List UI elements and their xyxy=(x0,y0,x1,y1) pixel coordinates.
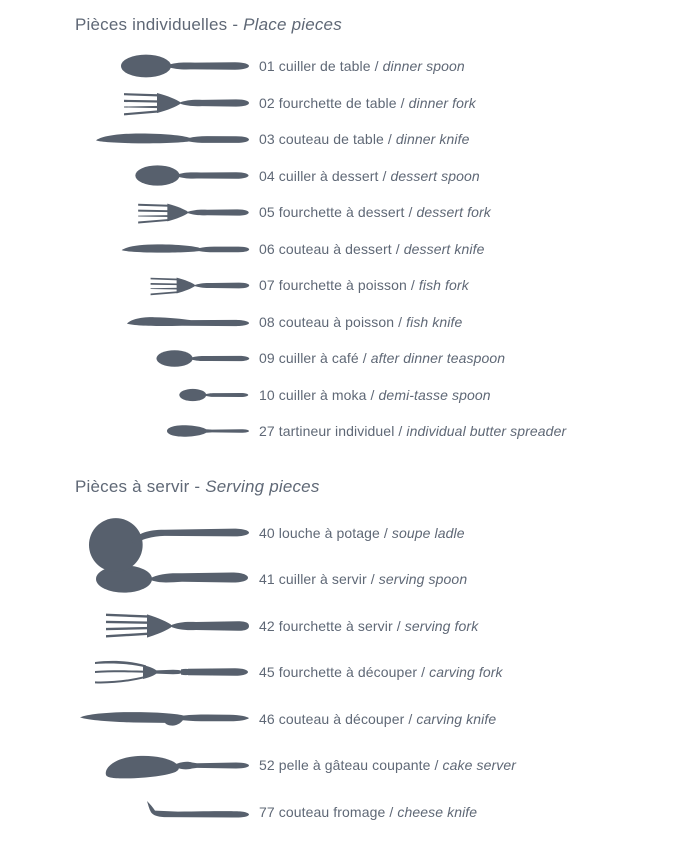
separator: / xyxy=(398,313,403,330)
item-name-fr: fourchette à servir xyxy=(278,617,393,634)
item-name-en: dessert spoon xyxy=(390,167,480,184)
item-name-en: soupe ladle xyxy=(391,524,465,541)
item-label xyxy=(259,168,480,184)
item-name-fr: fourchette à dessert xyxy=(278,204,405,221)
item-number: 08 xyxy=(259,313,275,330)
item-label xyxy=(259,423,566,439)
section-title-dash: - xyxy=(232,15,239,34)
silhouette-cell xyxy=(75,349,250,368)
section-title-en: Place pieces xyxy=(243,15,342,34)
item-label xyxy=(259,664,503,680)
separator: / xyxy=(408,204,413,221)
silhouette-cell xyxy=(75,801,250,823)
cheese-knife-icon xyxy=(144,799,250,821)
item-name-en: carving fork xyxy=(429,664,503,681)
after-dinner-teaspoon-icon xyxy=(155,349,250,368)
item-label xyxy=(259,350,505,366)
item-number: 77 xyxy=(259,803,275,820)
butter-spreader-icon xyxy=(165,423,250,439)
item-name-en: dessert fork xyxy=(416,204,491,221)
item-label xyxy=(259,95,476,111)
list-item xyxy=(75,649,674,696)
list-item xyxy=(75,510,674,557)
separator: / xyxy=(389,803,394,820)
item-name-en: individual butter spreader xyxy=(406,423,567,440)
dinner-knife-icon xyxy=(94,127,250,151)
list-item xyxy=(75,194,674,231)
list-item xyxy=(75,158,674,195)
list-item xyxy=(75,267,674,304)
item-label xyxy=(259,804,477,820)
separator: / xyxy=(382,167,387,184)
separator: / xyxy=(370,571,375,588)
item-number: 07 xyxy=(259,277,275,294)
item-name-en: fish knife xyxy=(406,313,463,330)
item-label xyxy=(259,525,465,541)
item-label xyxy=(259,241,484,257)
item-number: 42 xyxy=(259,617,275,634)
separator: / xyxy=(395,240,400,257)
item-label xyxy=(259,204,491,220)
item-name-fr: cuiller de table xyxy=(278,58,371,75)
item-name-fr: fourchette à poisson xyxy=(278,277,407,294)
list-item xyxy=(75,85,674,122)
dinner-fork-icon xyxy=(122,90,250,116)
dessert-spoon-icon xyxy=(133,164,250,187)
item-number: 41 xyxy=(259,571,275,588)
demi-tasse-spoon-icon xyxy=(177,388,250,402)
silhouette-cell xyxy=(75,201,250,224)
separator: / xyxy=(396,617,401,634)
separator: / xyxy=(398,423,403,440)
separator: / xyxy=(374,58,379,75)
silhouette-cell xyxy=(75,127,250,151)
item-label xyxy=(259,131,470,147)
separator: / xyxy=(370,386,375,403)
serving-pieces-section xyxy=(75,476,674,836)
silhouette-cell xyxy=(75,239,250,259)
item-label xyxy=(259,387,491,403)
item-name-fr: fourchette à découper xyxy=(278,664,418,681)
list-item xyxy=(75,603,674,650)
item-number: 05 xyxy=(259,204,275,221)
item-label xyxy=(259,711,496,727)
item-name-en: carving knife xyxy=(416,710,497,727)
soup-ladle-icon xyxy=(87,516,250,572)
silhouette-cell xyxy=(75,657,250,687)
item-number: 27 xyxy=(259,423,275,440)
item-name-fr: louche à potage xyxy=(278,524,380,541)
silhouette-cell xyxy=(75,164,250,187)
silhouette-cell xyxy=(75,505,250,561)
item-name-en: serving fork xyxy=(404,617,479,634)
item-label xyxy=(259,618,478,634)
item-name-fr: couteau à poisson xyxy=(278,313,395,330)
place-pieces-heading xyxy=(75,14,674,36)
separator: / xyxy=(387,131,392,148)
item-name-fr: couteau à dessert xyxy=(278,240,392,257)
item-number: 09 xyxy=(259,350,275,367)
silhouette-cell xyxy=(75,747,250,783)
item-number: 52 xyxy=(259,757,275,774)
item-label xyxy=(259,314,462,330)
item-number: 40 xyxy=(259,524,275,541)
list-item xyxy=(75,413,674,450)
item-name-en: cheese knife xyxy=(397,803,478,820)
item-name-en: serving spoon xyxy=(378,571,468,588)
carving-fork-icon xyxy=(93,657,250,687)
item-name-fr: cuiller à moka xyxy=(278,386,367,403)
section-title-fr: Pièces individuelles xyxy=(75,15,228,34)
item-number: 46 xyxy=(259,710,275,727)
section-title-dash: - xyxy=(194,476,201,496)
item-name-en: cake server xyxy=(442,757,517,774)
list-item xyxy=(75,377,674,414)
item-name-fr: couteau fromage xyxy=(278,803,386,820)
fish-knife-icon xyxy=(125,313,250,331)
serving-pieces-heading xyxy=(75,476,674,498)
item-number: 45 xyxy=(259,664,275,681)
carving-knife-icon xyxy=(78,706,250,732)
silhouette-cell xyxy=(75,706,250,732)
item-name-fr: cuiller à servir xyxy=(278,571,367,588)
item-number: 06 xyxy=(259,240,275,257)
separator: / xyxy=(421,664,426,681)
item-name-en: dinner spoon xyxy=(382,58,465,75)
separator: / xyxy=(434,757,439,774)
item-number: 01 xyxy=(259,58,275,75)
item-label xyxy=(259,277,469,293)
separator: / xyxy=(408,710,413,727)
separator: / xyxy=(383,524,388,541)
item-name-en: dessert knife xyxy=(403,240,485,257)
item-name-en: fish fork xyxy=(418,277,469,294)
item-label xyxy=(259,757,516,773)
item-name-fr: tartineur individuel xyxy=(278,423,395,440)
separator: / xyxy=(410,277,415,294)
list-item xyxy=(75,48,674,85)
separator: / xyxy=(362,350,367,367)
item-name-en: demi-tasse spoon xyxy=(378,386,491,403)
item-name-fr: cuiller à dessert xyxy=(278,167,379,184)
item-number: 04 xyxy=(259,167,275,184)
item-name-fr: pelle à gâteau coupante xyxy=(278,757,431,774)
list-item xyxy=(75,304,674,341)
item-name-fr: couteau de table xyxy=(278,131,384,148)
list-item xyxy=(75,231,674,268)
item-name-fr: cuiller à café xyxy=(278,350,359,367)
silhouette-cell xyxy=(75,275,250,296)
item-name-en: after dinner teaspoon xyxy=(370,350,506,367)
item-number: 03 xyxy=(259,131,275,148)
item-name-fr: fourchette de table xyxy=(278,94,397,111)
fish-fork-icon xyxy=(149,275,250,296)
dessert-fork-icon xyxy=(136,201,250,224)
list-item xyxy=(75,742,674,789)
silhouette-cell xyxy=(75,90,250,116)
list-item xyxy=(75,340,674,377)
dinner-spoon-icon xyxy=(119,53,250,79)
serving-fork-icon xyxy=(104,611,250,641)
item-number: 02 xyxy=(259,94,275,111)
section-title-en: Serving pieces xyxy=(205,476,320,496)
item-label xyxy=(259,58,465,74)
item-name-fr: couteau à découper xyxy=(278,710,405,727)
place-pieces-section xyxy=(75,14,674,450)
silhouette-cell xyxy=(75,611,250,641)
list-item xyxy=(75,121,674,158)
item-number: 10 xyxy=(259,386,275,403)
item-name-en: dinner knife xyxy=(395,131,470,148)
silhouette-cell xyxy=(75,53,250,79)
separator: / xyxy=(400,94,405,111)
silhouette-cell xyxy=(75,388,250,402)
section-title-fr: Pièces à servir xyxy=(75,476,190,496)
item-label xyxy=(259,571,467,587)
item-name-en: dinner fork xyxy=(408,94,476,111)
silhouette-cell xyxy=(75,313,250,331)
list-item xyxy=(75,696,674,743)
silhouette-cell xyxy=(75,423,250,439)
list-item xyxy=(75,789,674,836)
cake-server-icon xyxy=(104,749,250,785)
dessert-knife-icon xyxy=(120,239,250,259)
